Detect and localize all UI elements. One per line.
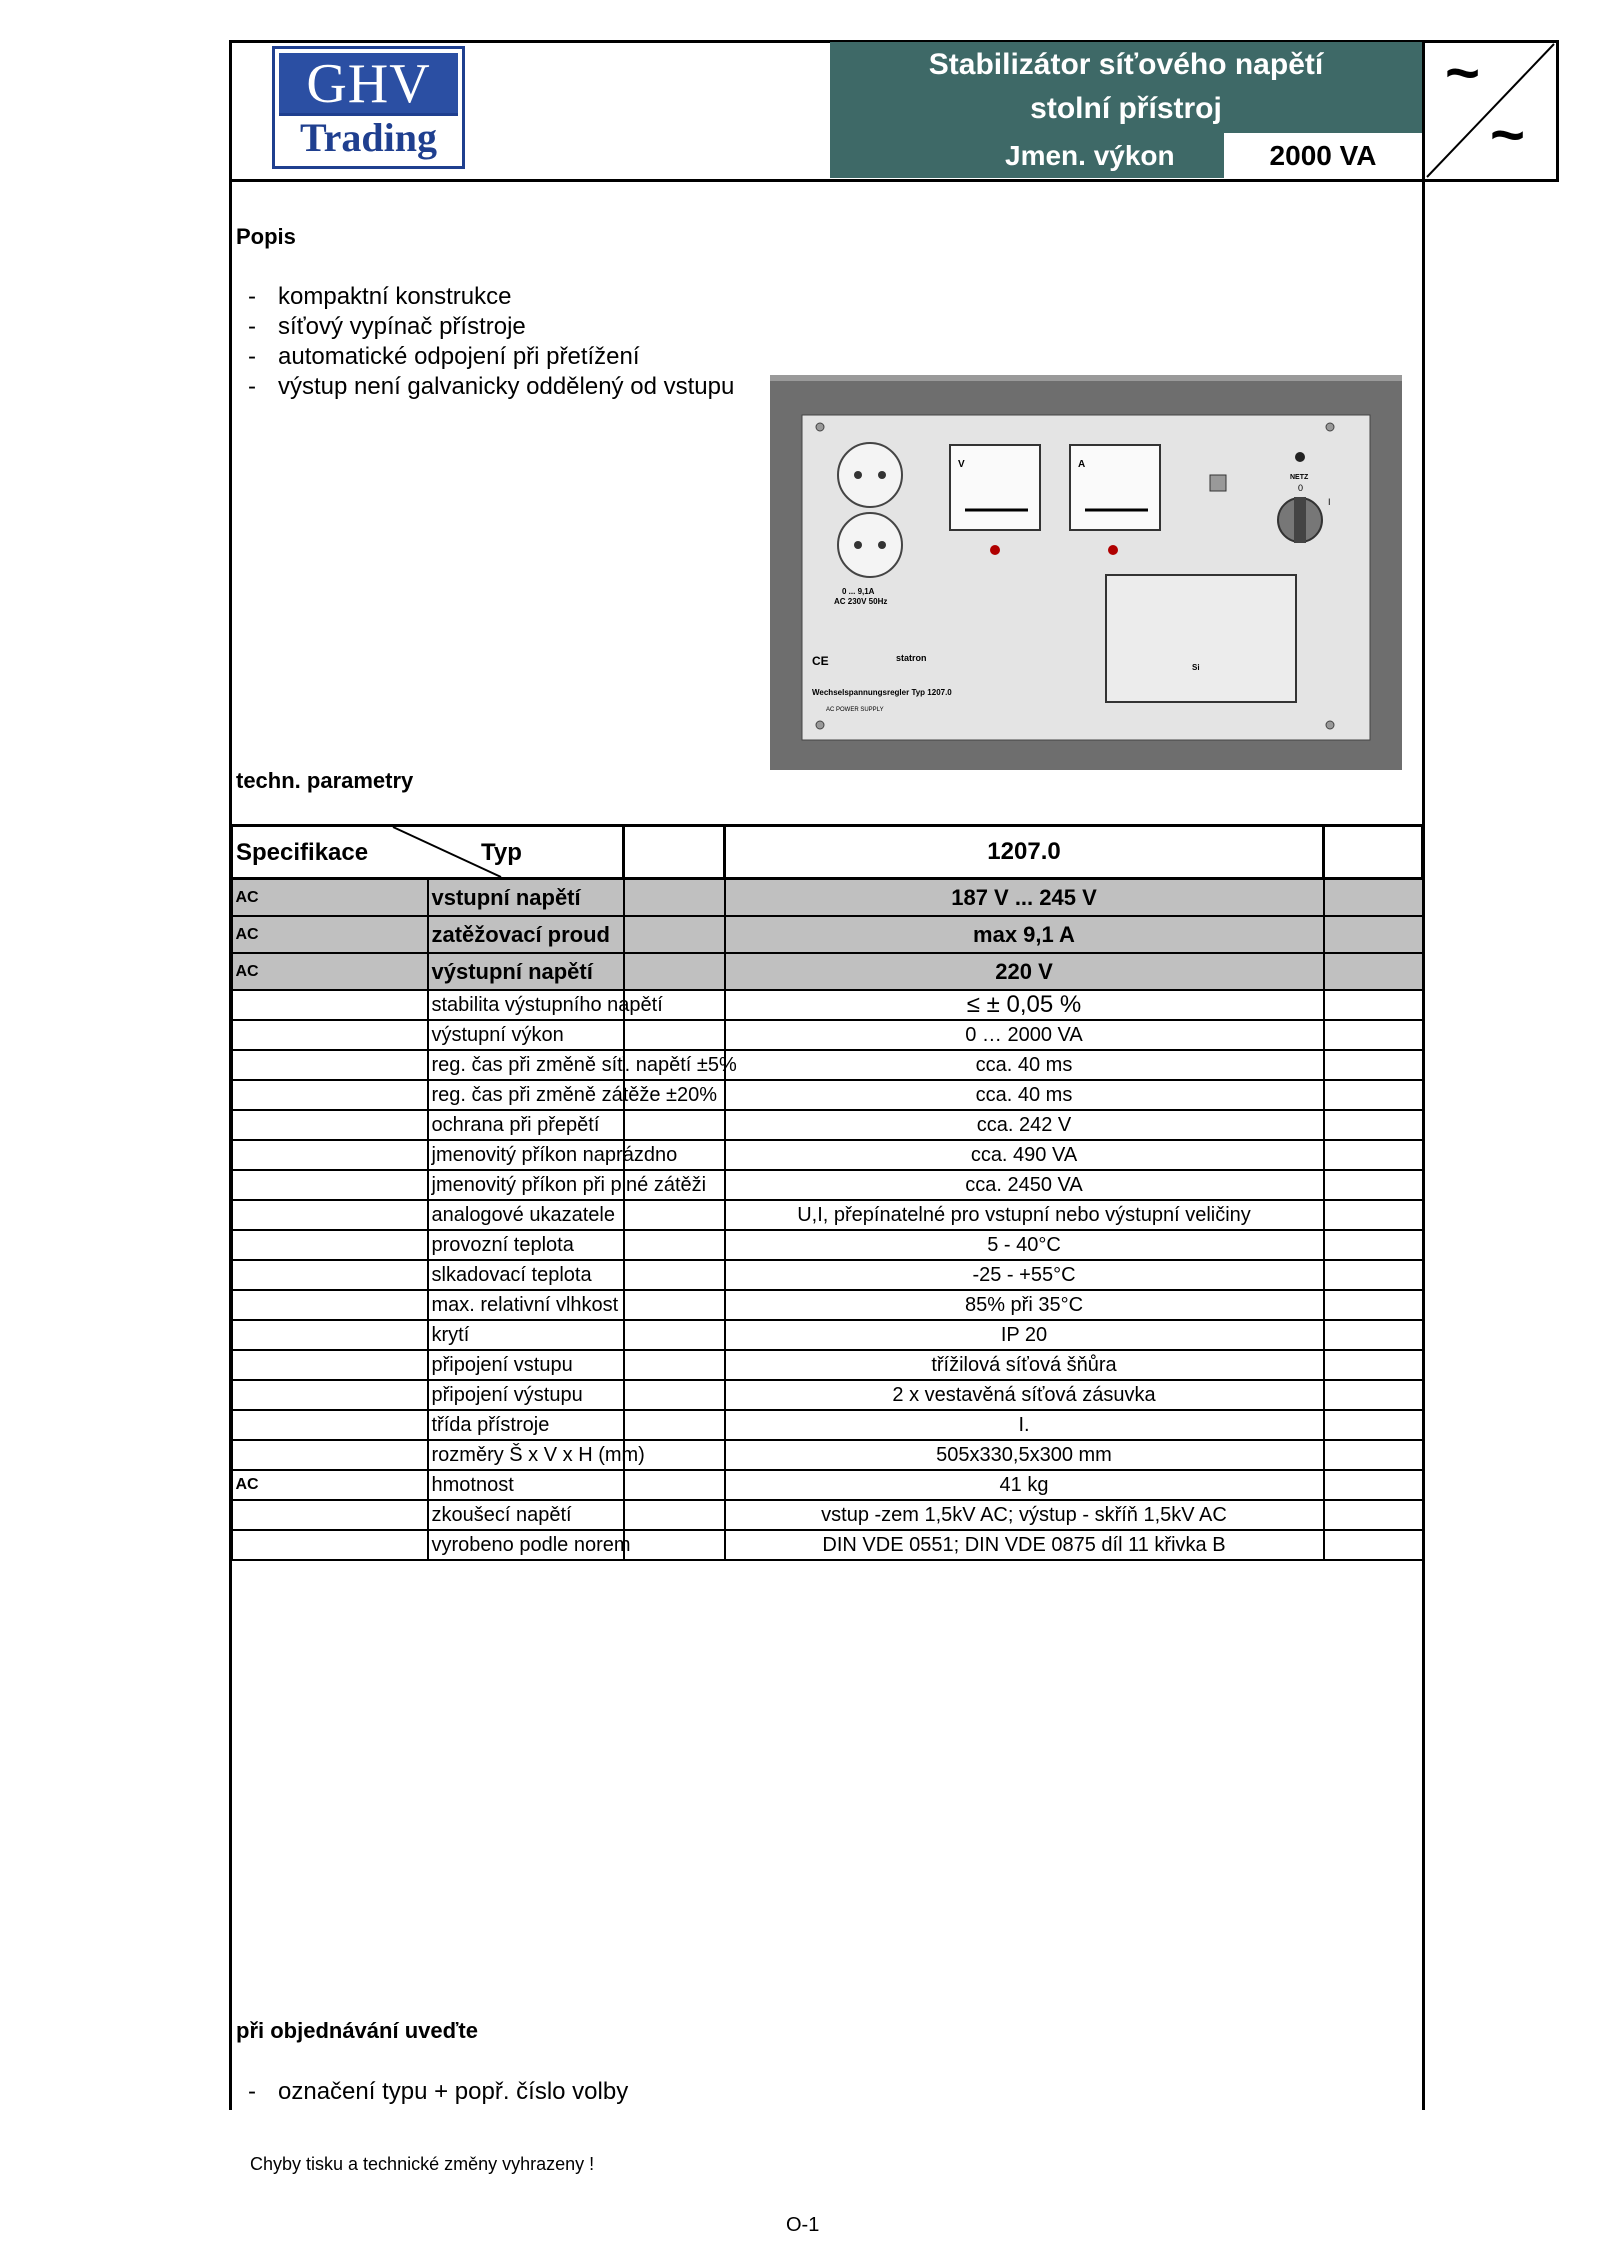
order-item: - označení typu + popř. číslo volby [248, 2078, 629, 2105]
table-row-main [232, 916, 1423, 953]
table-gap-cell [624, 1410, 725, 1440]
ac-marker: AC [232, 916, 428, 953]
table-gap-cell [624, 1380, 725, 1410]
table-gap-cell [624, 1500, 725, 1530]
param-name: zatěžovací proud [428, 916, 624, 953]
param-value: cca. 40 ms [725, 1050, 1324, 1080]
param-name: připojení výstupu [428, 1380, 624, 1410]
table-row [232, 1410, 1423, 1440]
company-logo [272, 46, 465, 169]
model-label: Wechselspannungsregler Typ 1207.0 [812, 688, 952, 697]
table-gap-cell [624, 1470, 725, 1500]
brand-label: statron [896, 653, 927, 663]
param-name: vyrobeno podle norem [428, 1530, 624, 1560]
param-name: max. relativní vlhkost [428, 1290, 624, 1320]
table-end-cell [1324, 916, 1423, 953]
title-line-1: Stabilizátor síťového napětí [928, 48, 1324, 81]
socket-voltage-label: AC 230V 50Hz [834, 597, 888, 606]
ac-marker [232, 1200, 428, 1230]
table-row-main [232, 953, 1423, 990]
title-line-2: stolní přístroj [1030, 92, 1222, 125]
table-gap-cell [624, 1020, 725, 1050]
table-end-cell [1324, 1350, 1423, 1380]
ac-marker [232, 1020, 428, 1050]
ac-marker [232, 1140, 428, 1170]
power-label: Jmen. výkon [1005, 140, 1175, 171]
type-header: Typ [481, 839, 522, 866]
param-value: max 9,1 A [725, 916, 1324, 953]
table-end-cell [1324, 879, 1423, 917]
param-name: analogové ukazatele [428, 1200, 624, 1230]
table-end-cell [1324, 1260, 1423, 1290]
table-gap-cell [624, 953, 725, 990]
ac-marker [232, 990, 428, 1020]
logo-top-text: GHV [279, 53, 458, 115]
param-value: U,I, přepínatelné pro vstupní nebo výstupní veličiny [725, 1200, 1324, 1230]
table-end-cell [1324, 1080, 1423, 1110]
table-gap-cell [624, 1110, 725, 1140]
table-row [232, 1380, 1423, 1410]
table-gap-cell [624, 879, 725, 917]
table-end-cell [1324, 1440, 1423, 1470]
ac-marker [232, 1530, 428, 1560]
table-end-cell [1324, 1230, 1423, 1260]
ac-marker [232, 1290, 428, 1320]
param-value: 187 V ... 245 V [725, 879, 1324, 917]
table-row [232, 1050, 1423, 1080]
ac-marker [232, 1230, 428, 1260]
disclaimer-text: Chyby tisku a technické změny vyhrazeny ! [250, 2154, 595, 2174]
ac-marker [232, 1410, 428, 1440]
param-value: cca. 2450 VA [725, 1170, 1324, 1200]
socket-rating-label: 0 ... 9,1A [842, 587, 875, 596]
table-end-cell [1324, 1500, 1423, 1530]
param-name: reg. čas při změně zátěže ±20% [428, 1080, 624, 1110]
param-value: 220 V [725, 953, 1324, 990]
ac-marker: AC [232, 879, 428, 917]
table-row [232, 1320, 1423, 1350]
param-value: 41 kg [725, 1470, 1324, 1500]
table-gap-cell [624, 1290, 725, 1320]
spec-table [230, 824, 1424, 1561]
table-row [232, 1080, 1423, 1110]
param-value: 2 x vestavěná síťová zásuvka [725, 1380, 1324, 1410]
table-row [232, 1260, 1423, 1290]
param-name: slkadovací teplota [428, 1260, 624, 1290]
table-end-cell [1324, 1050, 1423, 1080]
param-name: vstupní napětí [428, 879, 624, 917]
ac-marker [232, 1440, 428, 1470]
table-row [232, 1020, 1423, 1050]
table-end-cell [1324, 953, 1423, 990]
param-value: cca. 490 VA [725, 1140, 1324, 1170]
param-value: třížilová síťová šňůra [725, 1350, 1324, 1380]
table-row [232, 1350, 1423, 1380]
tech-params-heading: techn. parametry [236, 768, 414, 793]
param-name: provozní teplota [428, 1230, 624, 1260]
description-item: - kompaktní konstrukce [248, 283, 512, 310]
param-value: -25 - +55°C [725, 1260, 1324, 1290]
param-name: výstupní výkon [428, 1020, 624, 1050]
ac-marker: AC [232, 1470, 428, 1500]
table-row [232, 1140, 1423, 1170]
param-value: DIN VDE 0551; DIN VDE 0875 díl 11 křivka B [725, 1530, 1324, 1560]
table-end-cell [1324, 826, 1423, 879]
table-end-cell [1324, 1170, 1423, 1200]
param-value: vstup -zem 1,5kV AC; výstup - skříň 1,5kV AC [725, 1500, 1324, 1530]
param-name: připojení vstupu [428, 1350, 624, 1380]
table-row [232, 1230, 1423, 1260]
ac-marker [232, 1260, 428, 1290]
spec-header: Specifikace [236, 839, 369, 866]
table-end-cell [1324, 1380, 1423, 1410]
table-end-cell [1324, 1530, 1423, 1560]
table-gap-cell [624, 1320, 725, 1350]
ac-marker: AC [232, 953, 428, 990]
param-value: I. [725, 1410, 1324, 1440]
table-row [232, 1290, 1423, 1320]
table-gap-cell [624, 826, 725, 879]
table-gap-cell [624, 916, 725, 953]
param-value: 5 - 40°C [725, 1230, 1324, 1260]
param-name: ochrana při přepětí [428, 1110, 624, 1140]
table-gap-cell [624, 1350, 725, 1380]
table-row [232, 1110, 1423, 1140]
table-row [232, 990, 1423, 1020]
description-item: - výstup není galvanicky oddělený od vstupu [248, 373, 735, 400]
param-value: cca. 40 ms [725, 1080, 1324, 1110]
table-end-cell [1324, 1020, 1423, 1050]
fuse-label: Si [1192, 663, 1200, 672]
table-end-cell [1324, 1200, 1423, 1230]
param-name: třída přístroje [428, 1410, 624, 1440]
table-end-cell [1324, 1470, 1423, 1500]
switch-on-label: I [1328, 497, 1331, 507]
description-item: - automatické odpojení při přetížení [248, 343, 640, 370]
ac-marker [232, 1080, 428, 1110]
param-value: 505x330,5x300 mm [725, 1440, 1324, 1470]
ac-marker [232, 1380, 428, 1410]
ac-marker [232, 1050, 428, 1080]
table-end-cell [1324, 1140, 1423, 1170]
param-name: reg. čas při změně síť. napětí ±5% [428, 1050, 624, 1080]
tilde-bottom-icon: ~ [1490, 101, 1526, 168]
table-row-main [232, 879, 1423, 917]
power-switch-label: NETZ [1290, 474, 1309, 481]
ac-marker [232, 1170, 428, 1200]
param-name: hmotnost [428, 1470, 624, 1500]
param-value: IP 20 [725, 1320, 1324, 1350]
table-gap-cell [624, 1200, 725, 1230]
table-header-row [232, 826, 1423, 879]
spec-type-header [232, 826, 624, 879]
table-row [232, 1530, 1423, 1560]
param-name: jmenovitý příkon při plné zátěži [428, 1170, 624, 1200]
ce-mark: CE [812, 654, 829, 668]
table-end-cell [1324, 1110, 1423, 1140]
table-end-cell [1324, 1290, 1423, 1320]
table-row [232, 1170, 1423, 1200]
device-front-panel-image [770, 375, 1402, 770]
param-name: jmenovitý příkon naprázdno [428, 1140, 624, 1170]
table-row [232, 1500, 1423, 1530]
param-value: cca. 242 V [725, 1110, 1324, 1140]
table-row [232, 1200, 1423, 1230]
param-value: 85% při 35°C [725, 1290, 1324, 1320]
description-item: - síťový vypínač přístroje [248, 313, 526, 340]
table-row [232, 1470, 1423, 1500]
param-value: ≤ ± 0,05 % [725, 990, 1324, 1020]
ac-marker [232, 1500, 428, 1530]
table-gap-cell [624, 1260, 725, 1290]
product-type-label: AC POWER SUPPLY [826, 707, 884, 713]
param-name: výstupní napětí [428, 953, 624, 990]
type-value-header: 1207.0 [725, 826, 1324, 879]
ac-marker [232, 1110, 428, 1140]
param-name: stabilita výstupního napětí [428, 990, 624, 1020]
power-value: 2000 VA [1224, 133, 1422, 178]
param-name: rozměry Š x V x H (mm) [428, 1440, 624, 1470]
ammeter-label: A [1078, 459, 1086, 470]
switch-off-label: 0 [1298, 483, 1304, 493]
header-bottom-line [229, 179, 1559, 182]
table-row [232, 1440, 1423, 1470]
ac-marker [232, 1350, 428, 1380]
table-end-cell [1324, 1410, 1423, 1440]
description-heading: Popis [236, 224, 296, 249]
table-end-cell [1324, 990, 1423, 1020]
param-name: krytí [428, 1320, 624, 1350]
voltmeter-label: V [958, 459, 965, 470]
param-name: zkoušecí napětí [428, 1500, 624, 1530]
tilde-top-icon: ~ [1445, 39, 1481, 106]
table-gap-cell [624, 1230, 725, 1260]
logo-bottom-text: Trading [279, 113, 458, 160]
order-heading: při objednávání uveďte [236, 2018, 478, 2043]
page-number: O-1 [786, 2214, 820, 2236]
frame-far-right [1556, 40, 1559, 182]
table-end-cell [1324, 1320, 1423, 1350]
ac-marker [232, 1320, 428, 1350]
table-gap-cell [624, 1530, 725, 1560]
param-value: 0 … 2000 VA [725, 1020, 1324, 1050]
